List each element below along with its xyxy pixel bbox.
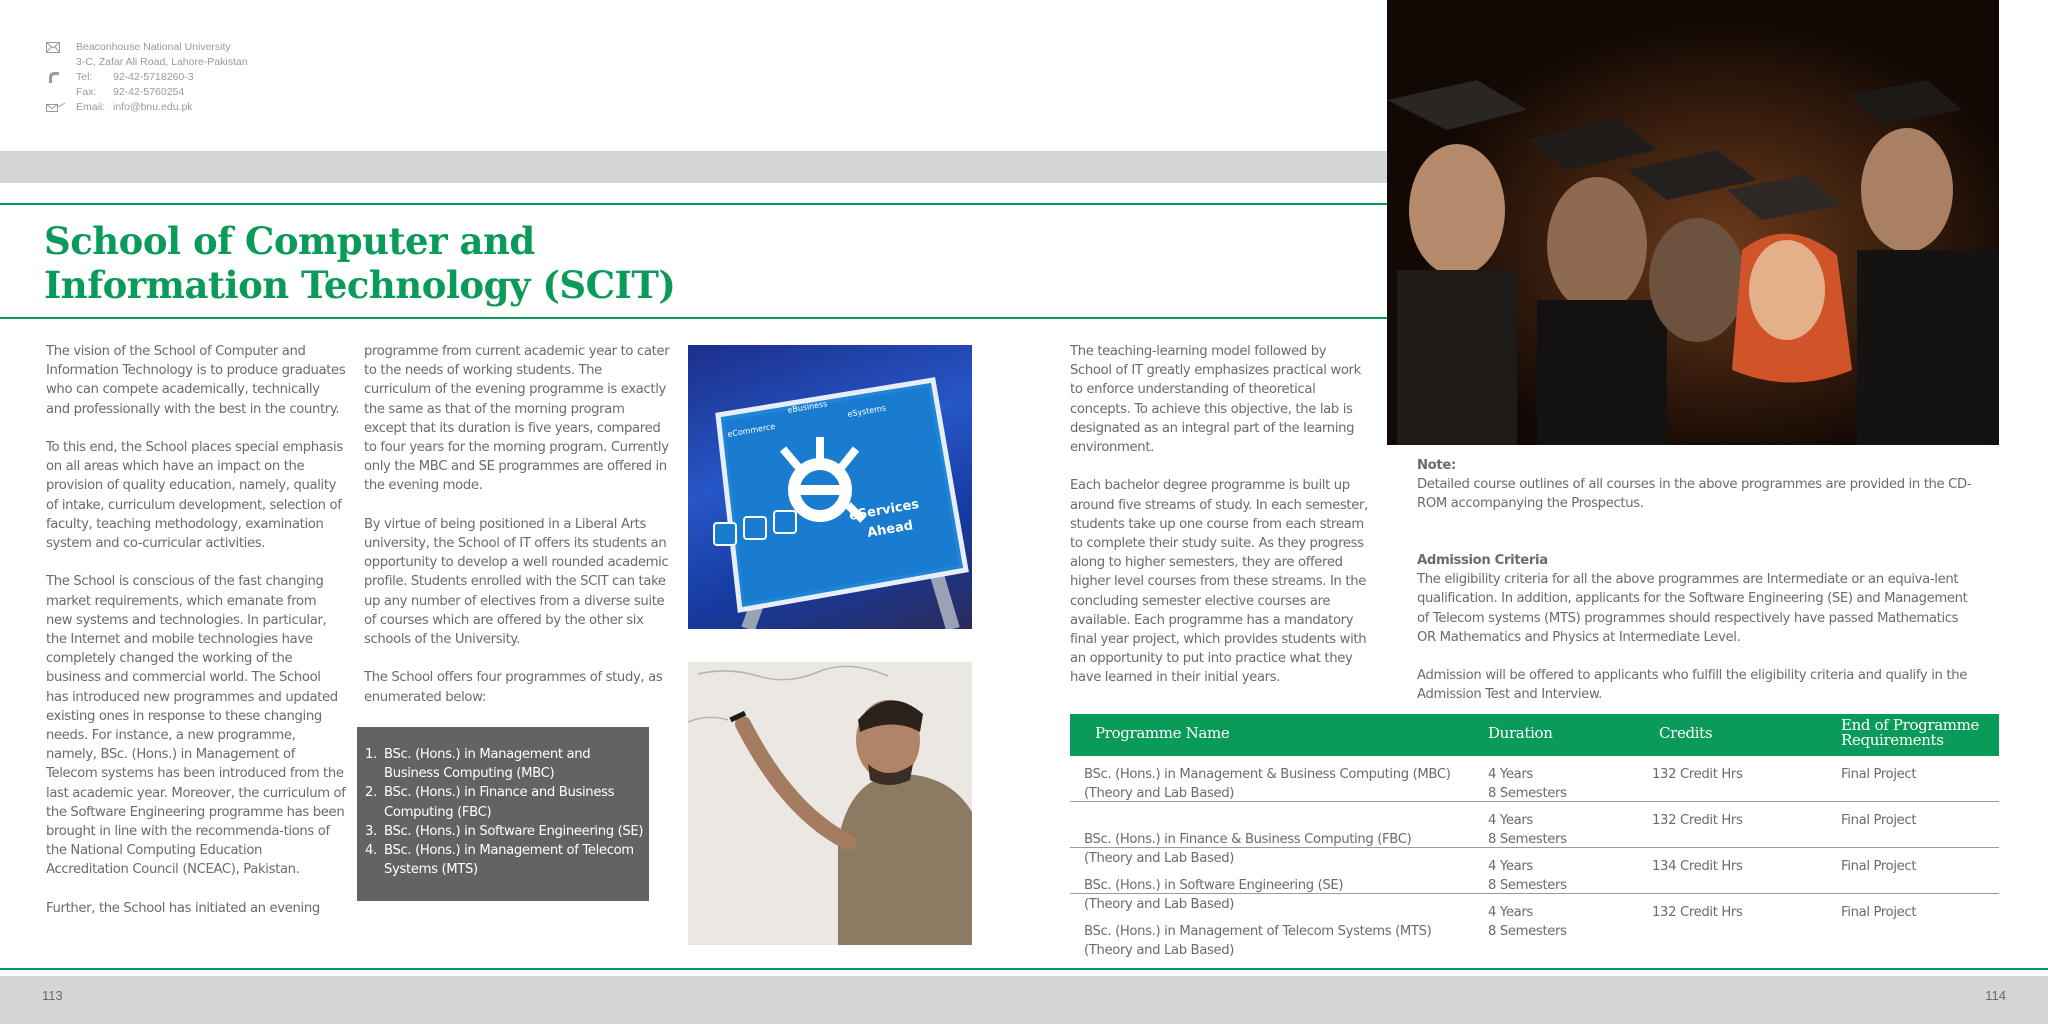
footer-divider (0, 968, 2048, 970)
list-item: 2. BSc. (Hons.) in Finance and Business Computing (FBC) (365, 785, 615, 820)
programmes-list (365, 745, 645, 879)
cell-duration: 4 Years 8 Semesters (1488, 905, 1567, 940)
header-end-requirements: End of Programme Requirements (1841, 716, 1980, 749)
phone-icon (46, 71, 76, 84)
admission-criteria-section (1417, 551, 1977, 724)
title-band (0, 203, 1387, 319)
programme-table (1070, 714, 1999, 959)
paragraph: To this end, the School places special emphasis on all areas which have an impact on the provision of quality education, namely, quality of intake, curriculum development, selection of faculty, teaching methodology, examination system and co-curricular activities. (46, 440, 343, 552)
cell-credits: 132 Credit Hrs (1652, 767, 1743, 782)
sign-esystems-text: eSystems (846, 403, 887, 419)
contact-address: 3-C, Zafar Ali Road, Lahore-Pakistan (76, 56, 248, 68)
teacher-whiteboard-image (688, 662, 972, 945)
cell-duration: 4 Years 8 Semesters (1488, 813, 1567, 848)
contact-org-row (46, 40, 248, 55)
tel-value: 92-42-5718260-3 (113, 71, 194, 83)
cell-duration: 4 Years 8 Semesters (1488, 767, 1567, 802)
contact-block (46, 40, 248, 115)
cell-end-requirement: Final Project (1841, 905, 1917, 920)
page-footer (0, 976, 2048, 1024)
paragraph: Each bachelor degree programme is built up around five streams of study. In each semester, students take up one course from each stream to complete their study suite. As they progress along to higher semesters, they are offered higher level courses from these streams. In the concluding semester elective courses are available. Each programme has a mandatory final year project, which provides students with an opportunity to put into practice what they have learned in their initial years. (1070, 478, 1368, 686)
table-header (1070, 714, 1999, 756)
programmes-list-box (357, 727, 649, 901)
paragraph: Admission will be offered to applicants who fulfill the eligibility criteria and qualify in the Admission Test and Interview. (1417, 668, 1967, 703)
paragraph: programme from current academic year to cater to the needs of working students. The curriculum of the evening programme is exactly the same as that of the morning program except that its duration is five years, compared to four years for the morning program. Currently only the MBC and SE programmes are offered in the evening mode. (364, 344, 670, 494)
cell-credits: 132 Credit Hrs (1652, 905, 1743, 920)
page-number-left: 113 (42, 988, 63, 1003)
cell-programme-name: BSc. (Hons.) in Management of Telecom Systems (MTS) (Theory and Lab Based) (1084, 924, 1432, 959)
sign-eservices-text: eServices (848, 496, 921, 524)
tel-label: Tel: (76, 71, 93, 83)
text-column-3 (1070, 342, 1370, 707)
envelope-icon (46, 42, 76, 53)
page-title-line1: School of Computer and (44, 219, 535, 263)
note-heading: Note: (1417, 458, 1456, 473)
sign-ahead-text: Ahead (866, 518, 915, 541)
page-title (44, 219, 675, 307)
cell-programme-name: BSc. (Hons.) in Management & Business Computing (MBC) (Theory and Lab Based) (1084, 767, 1451, 802)
admission-heading: Admission Criteria (1417, 553, 1548, 568)
fax-label: Fax: (76, 86, 97, 98)
paragraph: Further, the School has initiated an evening (46, 900, 320, 916)
email-label: Email: (76, 101, 106, 113)
email-icon (46, 102, 76, 113)
cell-credits: 134 Credit Hrs (1652, 859, 1743, 874)
paragraph: The teaching-learning model followed by School of IT greatly emphasizes practical work to enforce understanding of theoretical concepts. To achieve this objective, the lab is designated as an integral part of the learning environment. (1070, 344, 1361, 456)
contact-email-row (46, 100, 248, 115)
header-programme-name: Programme Name (1095, 724, 1230, 742)
paragraph: The eligibility criteria for all the above programmes are Intermediate or an equiva-lent qualification. In addition, applicants for the Software Engineering (SE) and Management of Telecom systems (MTS) programmes should respectively have passed Mathematics OR Mathematics and Physics at Intermediate Level. (1417, 572, 1968, 645)
table-row (1070, 756, 1999, 802)
eservices-sign-image (688, 345, 972, 629)
note-text: Detailed course outlines of all courses in the above programmes are provided in the CD-ROM accompanying the Prospectus. (1417, 477, 1972, 512)
cell-end-requirement: Final Project (1841, 813, 1917, 828)
paragraph: By virtue of being positioned in a Liberal Arts university, the School of IT offers its students an opportunity to develop a well rounded academic profile. Students enrolled with the SCIT can take up any number of electives from a diverse suite of courses which are offered by the other six schools of the University. (364, 516, 669, 648)
graduates-photo (1387, 0, 1999, 445)
paragraph: The School offers four programmes of study, as enumerated below: (364, 670, 663, 705)
page-title-line2: Information Technology (SCIT) (44, 263, 676, 307)
header-duration: Duration (1488, 724, 1553, 742)
contact-fax-row (46, 85, 248, 100)
contact-org: Beaconhouse National University (76, 41, 231, 53)
cell-end-requirement: Final Project (1841, 767, 1917, 782)
email-value[interactable]: info@bnu.edu.pk (113, 101, 193, 113)
note-section (1417, 456, 1977, 514)
contact-address-row (46, 55, 248, 70)
cell-duration: 4 Years 8 Semesters (1488, 859, 1567, 894)
page-number-right: 114 (1985, 988, 2006, 1003)
text-column-1 (46, 342, 346, 937)
list-item: 3. BSc. (Hons.) in Software Engineering (SE) (365, 823, 644, 839)
contact-tel-row (46, 70, 248, 85)
list-item: 4. BSc. (Hons.) in Management of Telecom Systems (MTS) (365, 843, 634, 878)
header-credits: Credits (1659, 724, 1713, 742)
cell-programme-name: BSc. (Hons.) in Finance & Business Computing (FBC) (Theory and Lab Based) (1084, 832, 1412, 867)
paragraph: The School is conscious of the fast changing market requirements, which emanate from new systems and technologies. In particular, the Internet and mobile technologies have completely changed the working of the business and commercial world. The School has introduced new programmes and updated existing ones in response to these changing needs. For instance, a new programme, namely, BSc. (Hons.) in Management of Telecom systems has been introduced from the last academic year. Moreover, the curriculum of the Software Engineering programme has been brought in line with the recommenda-tions of the National Computing Education Accreditation Council (NCEAC), Pakistan. (46, 574, 346, 878)
sign-ebusiness-text: eBusiness (786, 399, 828, 415)
list-item: 1. BSc. (Hons.) in Management and Business Computing (MBC) (365, 747, 591, 782)
cell-end-requirement: Final Project (1841, 859, 1917, 874)
cell-credits: 132 Credit Hrs (1652, 813, 1743, 828)
sign-ecommerce-text: eCommerce (726, 421, 776, 439)
cell-programme-name: BSc. (Hons.) in Software Engineering (SE) (Theory and Lab Based) (1084, 878, 1344, 913)
text-column-2 (364, 342, 670, 726)
table-row (1070, 894, 1999, 959)
paragraph: The vision of the School of Computer and Information Technology is to produce graduates who can compete academically, technically and professionally with the best in the country. (46, 344, 346, 417)
fax-value: 92-42-5760254 (113, 86, 185, 98)
header-gray-band (0, 151, 1387, 183)
